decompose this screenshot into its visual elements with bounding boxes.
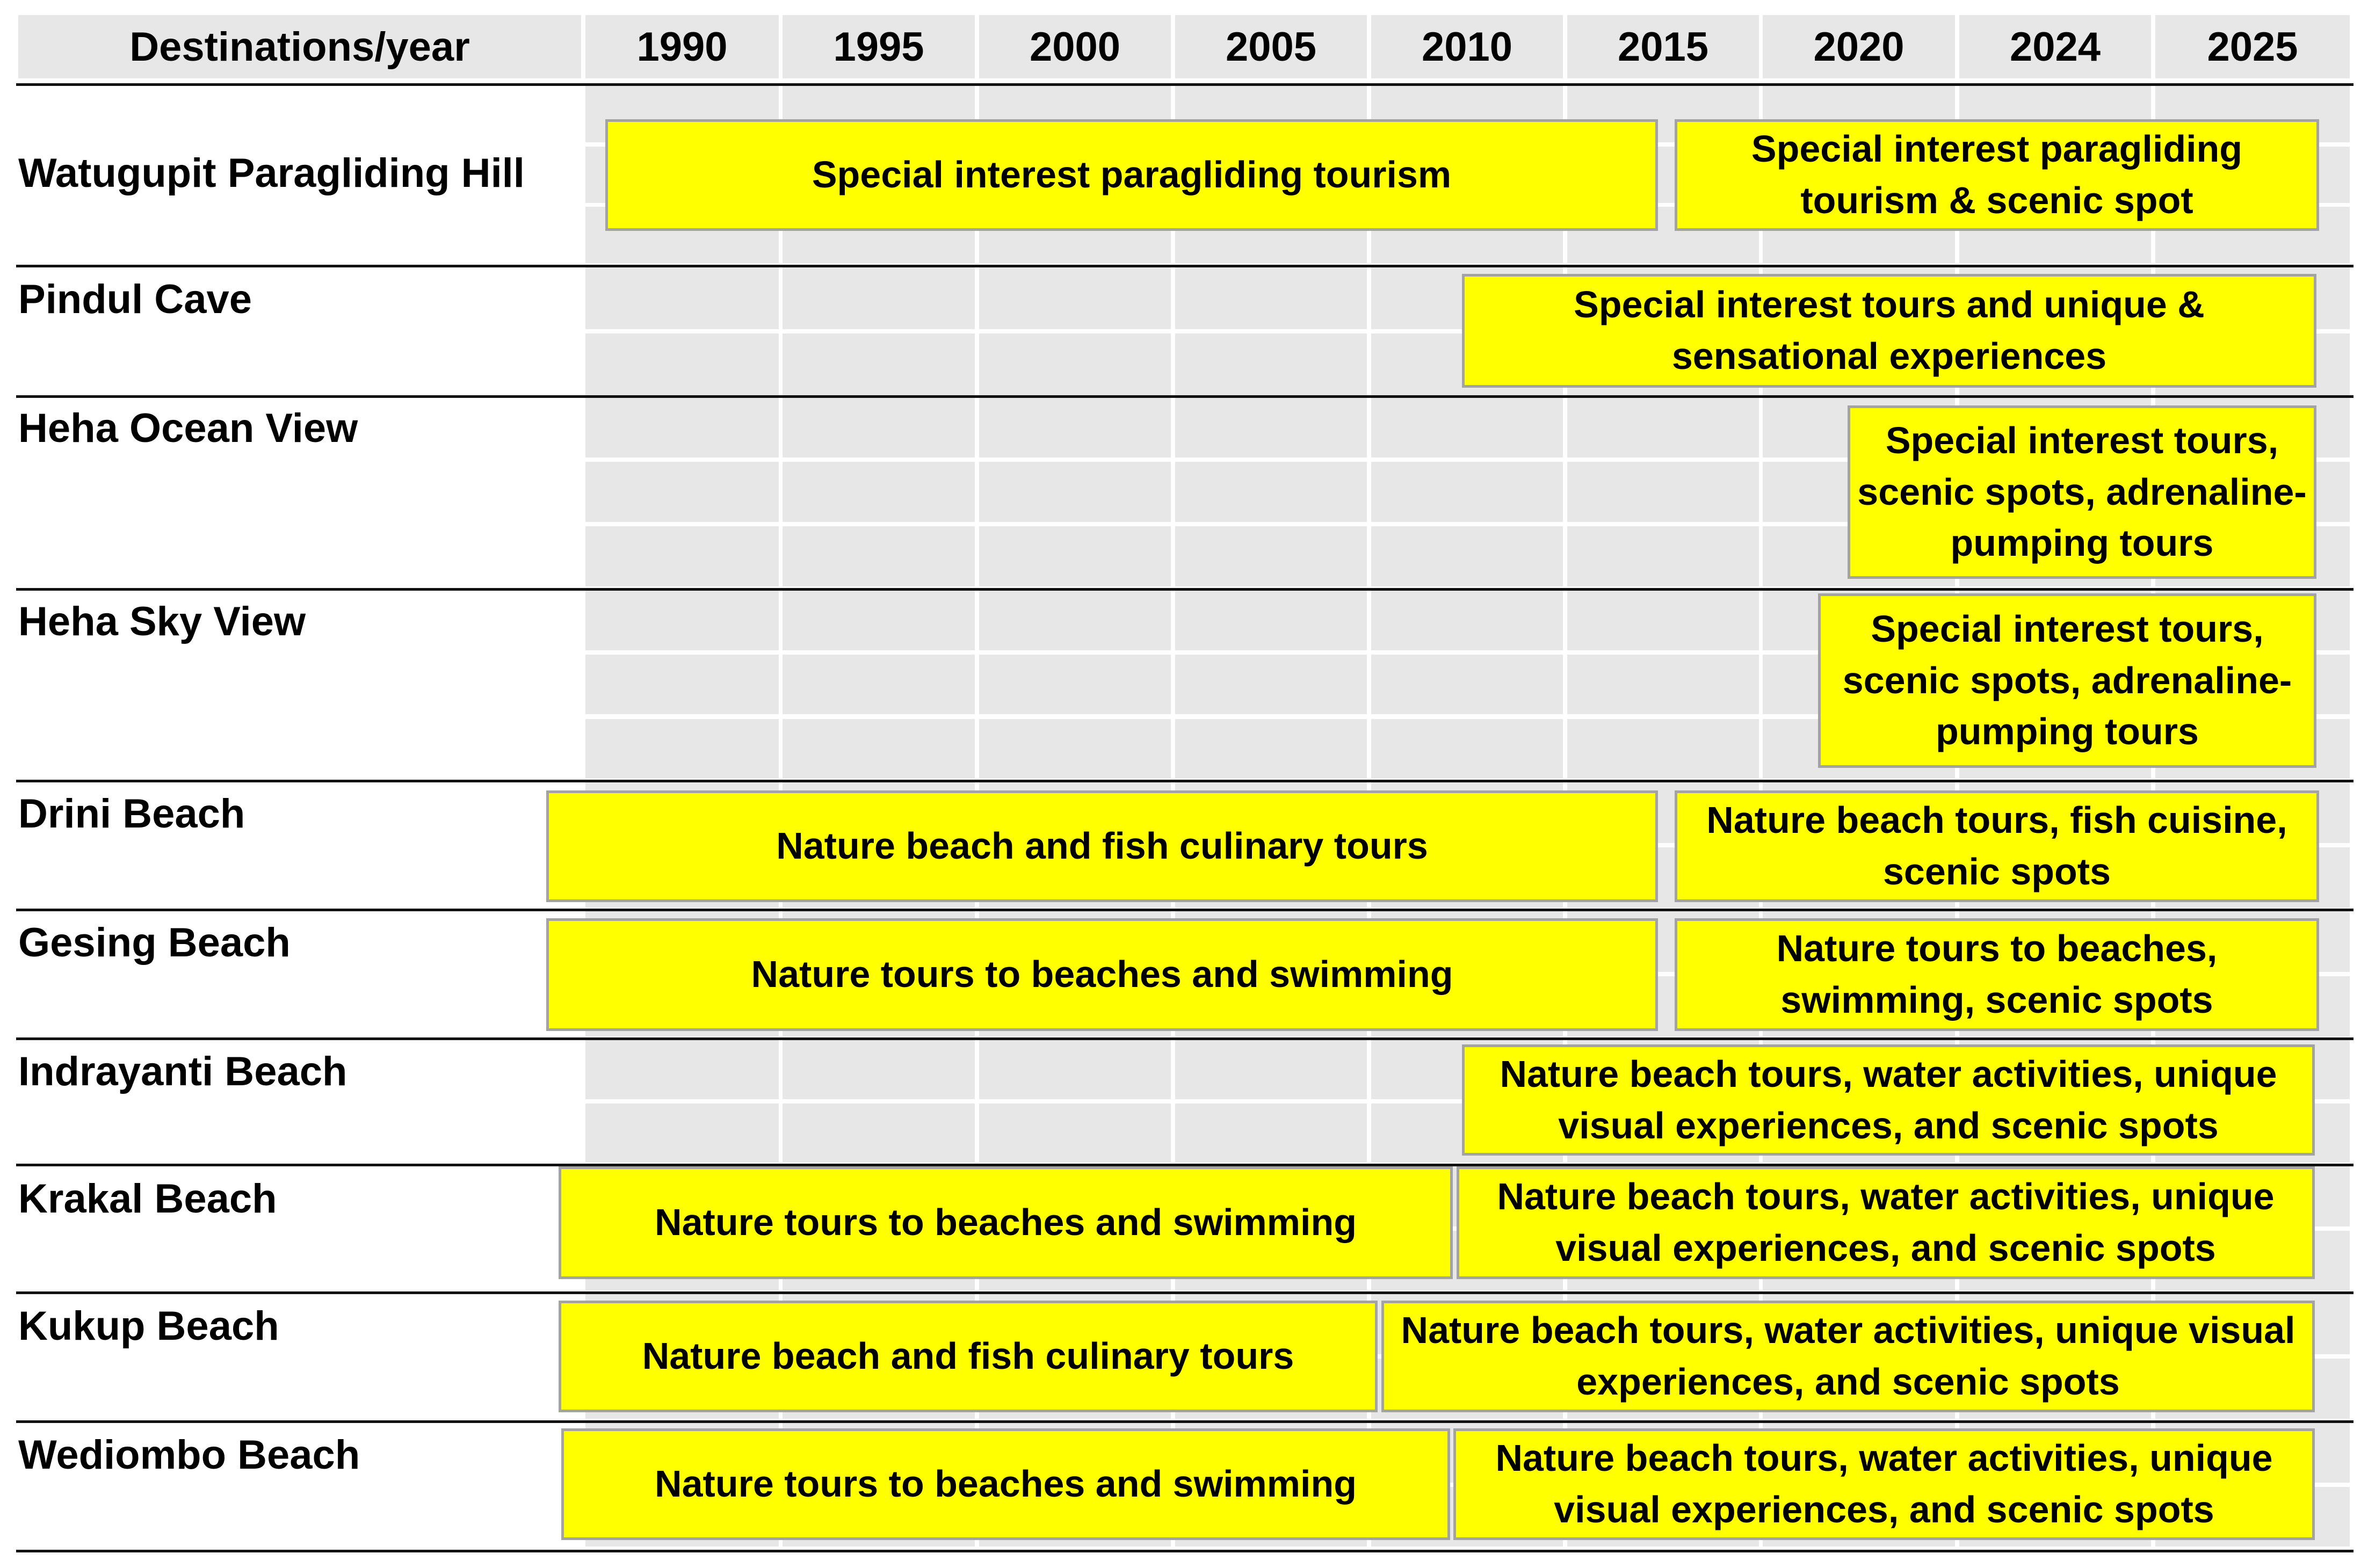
tourism-phase-bar: Nature beach and fish culinary tours	[559, 1301, 1378, 1412]
grid-cell	[979, 526, 1171, 586]
grid-cell	[585, 1040, 779, 1099]
destination-name: Indrayanti Beach	[18, 1049, 347, 1094]
grid-cell	[585, 655, 779, 714]
grid-cell	[979, 397, 1171, 458]
grid-cell	[1567, 526, 1759, 586]
tourism-phase-bar: Nature beach and fish culinary tours	[546, 790, 1658, 902]
tourism-phase-bar: Special interest tours, scenic spots, adrenaline-pumping tours	[1848, 405, 2316, 579]
grid-cell	[1175, 267, 1367, 329]
grid-cell	[783, 397, 975, 458]
grid-cell	[1371, 462, 1563, 522]
header-year-2024: 2024	[1959, 15, 2151, 78]
grid-cell	[1175, 397, 1367, 458]
grid-cell	[979, 591, 1171, 650]
grid-cell	[1567, 719, 1759, 779]
grid-cell	[1175, 462, 1367, 522]
header-year-2000: 2000	[979, 15, 1171, 78]
grid-cell	[1567, 655, 1759, 714]
grid-cell	[979, 267, 1171, 329]
tourism-phase-bar: Nature beach tours, water activities, unique visual experiences, and scenic spots	[1462, 1044, 2315, 1156]
grid-cell	[585, 591, 779, 650]
grid-cell	[783, 655, 975, 714]
header-divider	[16, 83, 2353, 86]
grid-cell	[783, 591, 975, 650]
tourism-phase-bar: Special interest tours, scenic spots, adrenaline-pumping tours	[1818, 593, 2316, 768]
grid-cell	[783, 526, 975, 586]
tourism-phase-bar: Nature beach tours, fish cuisine, scenic spots	[1675, 790, 2319, 902]
destination-name: Pindul Cave	[18, 277, 252, 322]
destination-name: Krakal Beach	[18, 1176, 277, 1222]
grid-cell	[1175, 1040, 1367, 1099]
grid-cell	[783, 267, 975, 329]
header-year-2010: 2010	[1371, 15, 1563, 78]
row-divider	[16, 909, 2353, 911]
header-year-2005: 2005	[1175, 15, 1367, 78]
grid-cell	[1371, 591, 1563, 650]
grid-cell	[1567, 591, 1759, 650]
tourism-phase-bar: Nature beach tours, water activities, unique visual experiences, and scenic spots	[1453, 1428, 2315, 1540]
grid-cell	[585, 267, 779, 329]
grid-cell	[1175, 526, 1367, 586]
tourism-phase-bar: Special interest paragliding tourism	[605, 119, 1658, 231]
destination-name: Watugupit Paragliding Hill	[18, 150, 525, 196]
grid-cell	[1371, 397, 1563, 458]
row-divider	[16, 265, 2353, 267]
grid-cell	[783, 1040, 975, 1099]
grid-cell	[585, 1104, 779, 1163]
destination-name: Wediombo Beach	[18, 1432, 360, 1478]
tourism-phase-bar: Special interest tours and unique & sensational experiences	[1462, 274, 2316, 388]
grid-cell	[979, 719, 1171, 779]
row-divider	[16, 1291, 2353, 1294]
tourism-phase-bar: Nature beach tours, water activities, unique visual experiences, and scenic spots	[1457, 1166, 2315, 1279]
row-divider	[16, 588, 2353, 591]
grid-cell	[1371, 655, 1563, 714]
grid-cell	[1175, 333, 1367, 395]
grid-cell	[979, 462, 1171, 522]
header-year-2020: 2020	[1763, 15, 1955, 78]
header-year-1995: 1995	[783, 15, 975, 78]
tourism-phase-bar: Nature tours to beaches, swimming, scenic spots	[1675, 918, 2319, 1031]
grid-cell	[1175, 719, 1367, 779]
tourism-phase-bar: Nature tours to beaches and swimming	[561, 1428, 1450, 1540]
grid-cell	[1567, 397, 1759, 458]
grid-cell	[1175, 1104, 1367, 1163]
header-year-2025: 2025	[2155, 15, 2350, 78]
destination-name: Heha Ocean View	[18, 405, 358, 451]
grid-cell	[585, 333, 779, 395]
grid-cell	[1371, 719, 1563, 779]
grid-cell	[585, 526, 779, 586]
destination-name: Heha Sky View	[18, 599, 306, 644]
grid-cell	[783, 1104, 975, 1163]
grid-cell	[585, 397, 779, 458]
grid-cell	[979, 1040, 1171, 1099]
grid-cell	[783, 462, 975, 522]
grid-cell	[783, 719, 975, 779]
destination-name: Gesing Beach	[18, 920, 291, 966]
row-divider	[16, 1037, 2353, 1040]
grid-cell	[1371, 526, 1563, 586]
grid-cell	[1175, 591, 1367, 650]
tourism-phase-bar: Special interest paragliding tourism & scenic spot	[1675, 119, 2319, 231]
grid-cell	[585, 462, 779, 522]
header-year-2015: 2015	[1567, 15, 1759, 78]
grid-cell	[585, 719, 779, 779]
tourism-phase-bar: Nature tours to beaches and swimming	[559, 1166, 1453, 1279]
grid-cell	[979, 655, 1171, 714]
destination-name: Drini Beach	[18, 791, 245, 837]
header-year-1990: 1990	[585, 15, 779, 78]
row-divider	[16, 1420, 2353, 1423]
row-divider	[16, 395, 2353, 398]
grid-cell	[1175, 655, 1367, 714]
grid-cell	[979, 333, 1171, 395]
grid-cell	[1567, 462, 1759, 522]
tourism-phase-bar: Nature beach tours, water activities, unique visual experiences, and scenic spots	[1381, 1301, 2315, 1412]
destination-name: Kukup Beach	[18, 1303, 279, 1349]
grid-cell	[783, 333, 975, 395]
tourism-phase-bar: Nature tours to beaches and swimming	[546, 918, 1658, 1031]
row-divider	[16, 1550, 2353, 1552]
grid-cell	[979, 1104, 1171, 1163]
header-destinations-year: Destinations/year	[18, 15, 581, 78]
row-divider	[16, 780, 2353, 782]
